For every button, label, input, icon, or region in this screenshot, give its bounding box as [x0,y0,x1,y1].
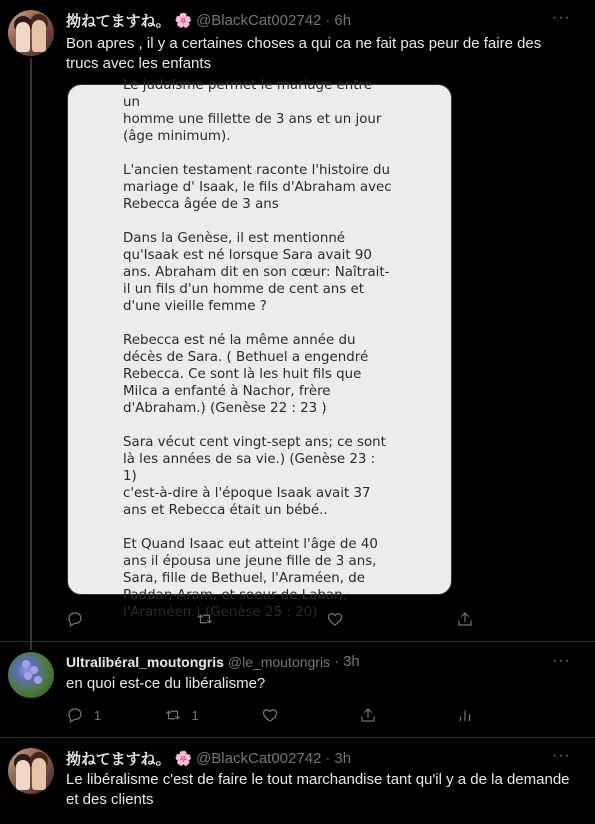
retweet-button[interactable] [164,704,204,726]
like-button[interactable] [261,704,301,726]
tweet-3[interactable] [0,738,595,824]
display-name[interactable]: 拗ねてますね。 [66,13,171,30]
share-button[interactable] [359,704,399,726]
reply-button[interactable] [66,704,106,726]
tweet-2[interactable] [0,642,595,738]
retweet-button[interactable] [196,608,236,630]
separator-dot: · [334,653,340,670]
timestamp[interactable]: 3h [334,750,352,767]
retweet-count: 1 [191,707,199,723]
image-paragraph: L'ancien testament raconte l'histoire du mariage d' Isaak, le fils d'Abraham avec Rebecca âgée de 3 ans [123,163,392,212]
image-paragraph: Sara vécut cent vingt-sept ans; ce sont là les années de sa vie.) (Genèse 23 : 1) c'est-à-dire à l'époque Isaak avait 37 ans et Rebecca était un bébé.. [123,435,386,518]
timestamp[interactable]: 6h [334,12,352,29]
user-handle[interactable]: @BlackCat002742 [196,12,322,29]
image-paragraph: Et Quand Isaac eut atteint l'âge de 40 ans il épousa une jeune fille de 3 ans, Sara, fille de Bethuel, l'Araméen, de Paddan-Aram, et soeur de Laban, l'Araméen.) (Genèse 25 : 20) [123,537,378,620]
image-text [123,77,393,638]
heart-icon [261,706,279,724]
display-name[interactable]: 拗ねてますね。 [66,751,171,768]
analytics-icon [456,706,474,724]
analytics-button[interactable] [456,704,496,726]
more-options-icon[interactable]: ··· [552,652,571,669]
reply-icon [66,706,84,724]
timestamp[interactable]: 3h [343,653,360,670]
tweet-text: Bon apres , il y a certaines choses a qui ca ne fait pas peur de faire des trucs avec les enfants [66,35,542,72]
cherry-blossom-icon: 🌸 [174,750,193,766]
image-paragraph: Le judaïsme permet le mariage entre un homme une fillette de 3 ans et un jour (âge minimum). [123,78,382,144]
image-paragraph: Dans la Genèse, il est mentionné qu'Isaak est né lorsque Sara avait 90 ans. Abraham dit en son cœur: Naîtrait- il un fils d'un homme de cent ans et d'une vieille femme ? [123,231,390,314]
tweet-text: Le libéralisme c'est de faire le tout marchandise tant qu'il y a de la demande et des clients [66,771,570,808]
share-icon [359,706,377,724]
separator-dot: · [325,12,331,29]
image-paragraph: Rebecca est né la même année du décès de Sara. ( Bethuel a engendré Rebecca. Ce sont là les huit fils que Milca a enfanté à Nachor, frère d'Abraham.) (Genèse 22 : 23 ) [123,333,369,416]
more-options-icon[interactable]: ··· [552,747,571,764]
tweet-header [66,653,360,670]
display-name[interactable]: Ultralibéral_moutongris [66,653,224,670]
tweet-text: en quoi est-ce du libéralisme? [66,675,266,692]
tweet-header [66,748,351,769]
like-button[interactable] [326,608,366,630]
reply-button[interactable] [66,608,106,630]
share-icon [456,610,474,628]
user-handle[interactable]: @le_moutongris [227,653,331,670]
heart-icon [326,610,344,628]
cherry-blossom-icon: 🌸 [174,12,193,28]
retweet-icon [164,706,182,724]
avatar[interactable] [8,10,54,56]
action-bar [66,704,496,726]
retweet-icon [196,610,214,628]
tweet-header [66,10,351,31]
share-button[interactable] [456,608,496,630]
reply-icon [66,610,84,628]
action-bar [66,608,496,630]
avatar[interactable] [8,652,54,698]
separator-dot: · [325,750,331,767]
tweet-image[interactable] [67,78,452,620]
reply-count: 1 [94,707,102,723]
more-options-icon[interactable]: ··· [552,9,571,26]
avatar[interactable] [8,748,54,794]
user-handle[interactable]: @BlackCat002742 [196,750,322,767]
